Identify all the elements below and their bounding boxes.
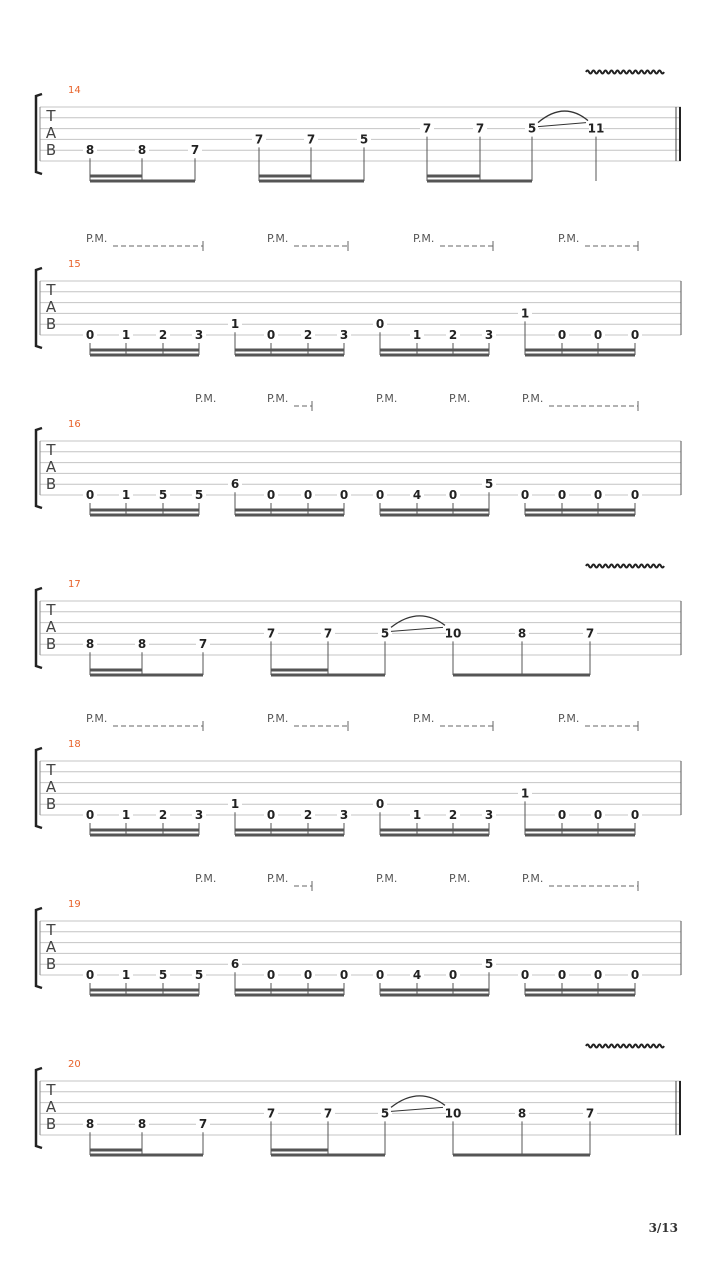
fret-number: 0	[630, 808, 640, 822]
fret-number: 0	[448, 488, 458, 502]
fret-number: 3	[484, 808, 494, 822]
fret-number: 0	[593, 328, 603, 342]
fret-number: 0	[375, 797, 385, 812]
slide-line	[538, 123, 586, 127]
measure-number: 17	[68, 579, 81, 590]
tab-clef-letter: B	[45, 795, 57, 813]
fret-number: 7	[306, 132, 316, 147]
fret-number: 0	[520, 968, 530, 982]
measure-number: 20	[68, 1059, 81, 1070]
fret-number: 1	[230, 317, 240, 332]
fret-number: 1	[121, 808, 131, 822]
palm-mute-label: P.M.	[195, 392, 217, 405]
fret-number: 11	[587, 121, 605, 136]
fret-number: 0	[557, 328, 567, 342]
measure-number: 14	[68, 85, 81, 96]
tab-clef-letter: B	[45, 141, 57, 159]
tab-clef-letter: A	[45, 778, 57, 796]
fret-number: 3	[194, 808, 204, 822]
tab-clef-letter: T	[46, 761, 56, 779]
slur	[391, 1096, 445, 1108]
fret-number: 2	[158, 328, 168, 342]
system-bracket	[36, 908, 42, 988]
fret-number: 10	[444, 1106, 462, 1121]
fret-number: 0	[339, 968, 349, 982]
fret-number: 2	[448, 808, 458, 822]
fret-number: 5	[380, 1106, 390, 1121]
fret-number: 0	[557, 808, 567, 822]
tab-clef-letter: T	[46, 921, 56, 939]
fret-number: 1	[230, 797, 240, 812]
palm-mute-label: P.M.	[195, 872, 217, 885]
fret-number: 0	[266, 808, 276, 822]
vibrato-mark	[586, 1045, 664, 1048]
fret-number: 7	[190, 143, 200, 158]
system-bracket	[36, 1068, 42, 1148]
tab-system	[36, 565, 681, 676]
fret-number: 1	[121, 488, 131, 502]
fret-number: 4	[412, 968, 422, 982]
fret-number: 0	[339, 488, 349, 502]
tab-clef-letter: A	[45, 1098, 57, 1116]
tab-clef-letter: B	[45, 475, 57, 493]
fret-number: 1	[520, 786, 530, 801]
fret-number: 1	[121, 968, 131, 982]
fret-number: 2	[158, 808, 168, 822]
fret-number: 5	[158, 488, 168, 502]
palm-mute-label: P.M.	[376, 872, 398, 885]
fret-number: 5	[194, 968, 204, 982]
fret-number: 5	[359, 132, 369, 147]
fret-number: 7	[585, 1106, 595, 1121]
fret-number: 8	[517, 626, 527, 641]
fret-number: 0	[375, 488, 385, 502]
tab-clef-letter: T	[46, 107, 56, 125]
palm-mute-label: P.M.	[558, 712, 580, 725]
palm-mute-label: P.M.	[413, 232, 435, 245]
fret-number: 8	[85, 143, 95, 158]
fret-number: 0	[266, 488, 276, 502]
fret-number: 0	[448, 968, 458, 982]
tab-clef-letter: T	[46, 441, 56, 459]
fret-number: 0	[85, 488, 95, 502]
measure-number: 15	[68, 259, 81, 270]
fret-number: 5	[194, 488, 204, 502]
fret-number: 10	[444, 626, 462, 641]
fret-number: 0	[593, 488, 603, 502]
fret-number: 7	[585, 626, 595, 641]
tab-clef-letter: B	[45, 955, 57, 973]
measure-number: 16	[68, 419, 81, 430]
fret-number: 7	[254, 132, 264, 147]
palm-mute-label: P.M.	[86, 712, 108, 725]
fret-number: 4	[412, 488, 422, 502]
fret-number: 8	[85, 1117, 95, 1132]
fret-number: 0	[303, 488, 313, 502]
tab-clef-letter: A	[45, 618, 57, 636]
fret-number: 7	[266, 1106, 276, 1121]
tab-clef-letter: B	[45, 315, 57, 333]
fret-number: 5	[484, 957, 494, 972]
measure-number: 18	[68, 739, 81, 750]
slide-line	[391, 1107, 443, 1111]
palm-mute-label: P.M.	[267, 712, 289, 725]
tab-clef-letter: B	[45, 1115, 57, 1133]
fret-number: 7	[266, 626, 276, 641]
fret-number: 7	[198, 637, 208, 652]
palm-mute-label: P.M.	[449, 392, 471, 405]
fret-number: 5	[380, 626, 390, 641]
fret-number: 8	[137, 1117, 147, 1132]
system-bracket	[36, 748, 42, 828]
slide-line	[391, 627, 443, 631]
fret-number: 0	[375, 968, 385, 982]
palm-mute-label: P.M.	[449, 872, 471, 885]
system-bracket	[36, 588, 42, 668]
fret-number: 7	[323, 626, 333, 641]
page-number: 3/13	[648, 1221, 678, 1235]
fret-number: 5	[527, 121, 537, 136]
tab-clef-letter: T	[46, 1081, 56, 1099]
fret-number: 8	[137, 637, 147, 652]
fret-number: 8	[517, 1106, 527, 1121]
fret-number: 2	[303, 328, 313, 342]
fret-number: 7	[422, 121, 432, 136]
fret-number: 0	[85, 808, 95, 822]
slur	[538, 111, 588, 123]
fret-number: 8	[137, 143, 147, 158]
tab-clef-letter: A	[45, 124, 57, 142]
fret-number: 8	[85, 637, 95, 652]
fret-number: 5	[158, 968, 168, 982]
tab-system	[36, 392, 681, 515]
fret-number: 3	[484, 328, 494, 342]
palm-mute-label: P.M.	[522, 392, 544, 405]
fret-number: 3	[339, 328, 349, 342]
tab-system	[36, 71, 681, 182]
fret-number: 0	[375, 317, 385, 332]
fret-number: 0	[630, 328, 640, 342]
tab-clef-letter: A	[45, 938, 57, 956]
fret-number: 0	[557, 968, 567, 982]
tab-system	[36, 232, 681, 355]
tab-clef-letter: A	[45, 458, 57, 476]
palm-mute-label: P.M.	[86, 232, 108, 245]
palm-mute-label: P.M.	[558, 232, 580, 245]
slur	[391, 616, 445, 628]
tab-clef-letter: B	[45, 635, 57, 653]
fret-number: 0	[557, 488, 567, 502]
fret-number: 1	[412, 808, 422, 822]
tab-clef-letter: A	[45, 298, 57, 316]
palm-mute-label: P.M.	[267, 392, 289, 405]
tab-clef-letter: T	[46, 601, 56, 619]
fret-number: 0	[85, 968, 95, 982]
palm-mute-label: P.M.	[376, 392, 398, 405]
fret-number: 2	[303, 808, 313, 822]
fret-number: 0	[593, 968, 603, 982]
tab-system	[36, 1045, 681, 1156]
palm-mute-label: P.M.	[267, 232, 289, 245]
tab-system	[36, 712, 681, 835]
fret-number: 5	[484, 477, 494, 492]
fret-number: 1	[121, 328, 131, 342]
vibrato-mark	[586, 565, 664, 568]
fret-number: 0	[303, 968, 313, 982]
fret-number: 6	[230, 957, 240, 972]
fret-number: 1	[412, 328, 422, 342]
fret-number: 3	[339, 808, 349, 822]
palm-mute-label: P.M.	[267, 872, 289, 885]
system-bracket	[36, 428, 42, 508]
fret-number: 7	[198, 1117, 208, 1132]
palm-mute-label: P.M.	[413, 712, 435, 725]
fret-number: 7	[323, 1106, 333, 1121]
system-bracket	[36, 94, 42, 174]
fret-number: 1	[520, 306, 530, 321]
tab-system	[36, 872, 681, 995]
fret-number: 0	[630, 968, 640, 982]
fret-number: 0	[593, 808, 603, 822]
fret-number: 0	[520, 488, 530, 502]
fret-number: 6	[230, 477, 240, 492]
fret-number: 7	[475, 121, 485, 136]
tab-clef-letter: T	[46, 281, 56, 299]
palm-mute-label: P.M.	[522, 872, 544, 885]
fret-number: 0	[630, 488, 640, 502]
system-bracket	[36, 268, 42, 348]
measure-number: 19	[68, 899, 81, 910]
fret-number: 0	[85, 328, 95, 342]
fret-number: 2	[448, 328, 458, 342]
fret-number: 0	[266, 968, 276, 982]
fret-number: 0	[266, 328, 276, 342]
vibrato-mark	[586, 71, 664, 74]
fret-number: 3	[194, 328, 204, 342]
